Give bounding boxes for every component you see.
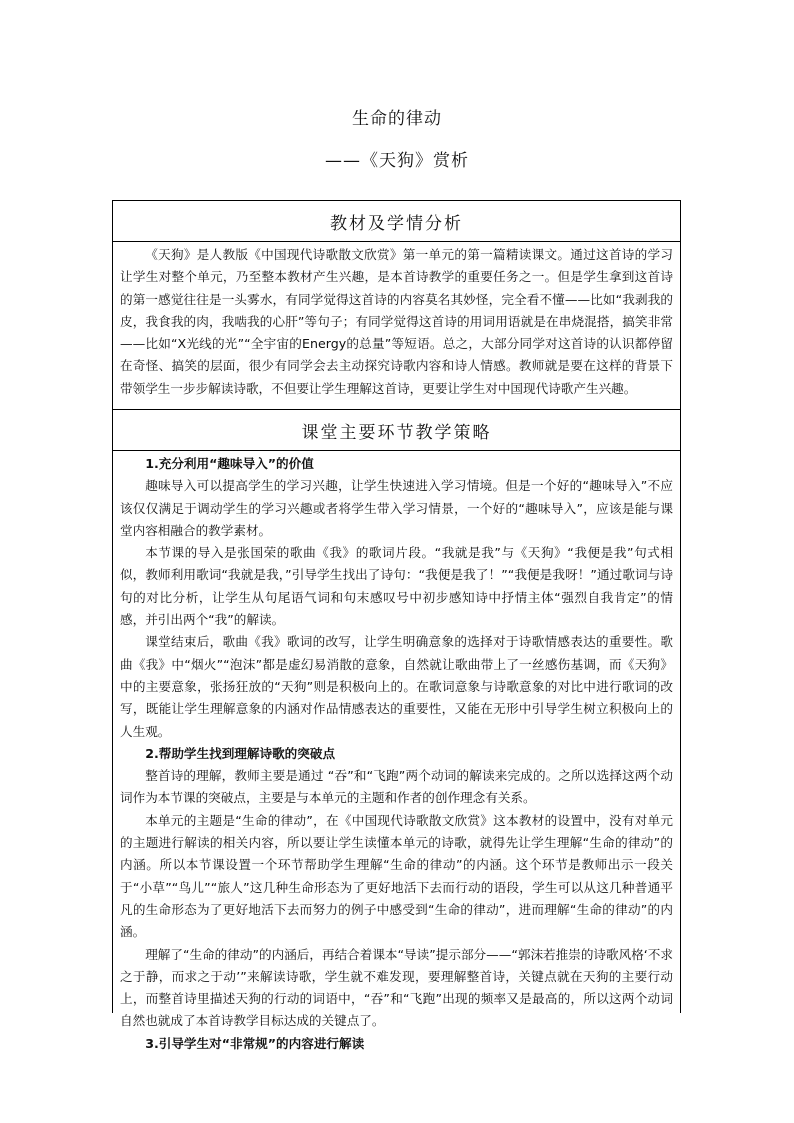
section-header-analysis: 教材及学情分析 xyxy=(113,201,680,242)
strategy-paragraph: 趣味导入可以提高学生的学习兴趣，让学生快速进入学习情境。但是一个好的“趣味导入”不应该仅仅满足于调动学生的学习兴趣或者将学生带入学习情景，一个好的“趣味导入”，应该是能与课堂内容相融合的教学素材。 xyxy=(120,478,673,538)
strategy-paragraph: 本节课的导入是张国荣的歌曲《我》的歌词片段。“我就是我”与《天狗》“我便是我”句式相似，教师利用歌词“我就是我，”引导学生找出了诗句：“我便是我了！”“我便是我呀！”通过歌词与诗句的对比分析，让学生从句尾语气词和句末感叹号中初步感知诗中抒情主体“强烈自我肯定”的情感，并引出两个“我”的解读。 xyxy=(120,545,673,628)
page-subtitle: ——《天狗》赏析 xyxy=(325,151,469,171)
section-header-strategy: 课堂主要环节教学策略 xyxy=(113,410,680,451)
strategy-cell xyxy=(113,451,680,1055)
page-title: 生命的律动 xyxy=(352,109,442,129)
analysis-paragraph: 《天狗》是人教版《中国现代诗歌散文欣赏》第一单元的第一篇精读课文。通过这首诗的学习让学生对整个单元，乃至整本教材产生兴趣，是本首诗教学的重要任务之一。但是学生拿到这首诗的第一感觉往往是一头雾水，有同学觉得这首诗的内容莫名其妙怪，完全看不懂——比如“我剥我的皮，我食我的肉，我啮我的心肝”等句子；有同学觉得这首诗的用词用语就是在串烧混搭，搞笑非常——比如“X光线的光”“全宇宙的Energy的总量”等短语。总之，大部分同学对这首诗的认识都停留在奇怪、搞笑的层面，很少有同学会去主动探究诗歌内容和诗人情感。教师就是要在这样的背景下带领学生一步步解读诗歌，不但要让学生理解这首诗，更要让学生对中国现代诗歌产生兴趣。 xyxy=(120,247,673,396)
strategy-paragraph: 课堂结束后，歌曲《我》歌词的改写，让学生明确意象的选择对于诗歌情感表达的重要性。歌曲《我》中“烟火”“泡沫”都是虚幻易消散的意象，自然就让歌曲带上了一丝感伤基调，而《天狗》中的主要意象，张扬狂放的“天狗”则是积极向上的。在歌词意象与诗歌意象的对比中进行歌词的改写，既能让学生理解意象的内涵对作品情感表达的重要性，又能在无形中引导学生树立积极向上的人生观。 xyxy=(120,634,673,739)
strategy-paragraph: 整首诗的理解，教师主要是通过 “吞”和“飞跑”两个动词的解读来完成的。之所以选择这两个动词作为本节课的突破点，主要是与本单元的主题和作者的创作理念有关系。 xyxy=(120,768,673,806)
content-table xyxy=(112,200,681,1051)
strategy-heading-2: 2.帮助学生找到理解诗歌的突破点 xyxy=(145,745,336,761)
strategy-heading-3: 3.引导学生对“非常规”的内容进行解读 xyxy=(145,1035,365,1051)
strategy-heading-1: 1.充分利用“趣味导入”的价值 xyxy=(145,456,314,471)
analysis-cell xyxy=(113,242,680,410)
strategy-paragraph: 本单元的主题是“生命的律动”，在《中国现代诗歌散文欣赏》这本教材的设置中，没有对单元的主题进行解读的相关内容，所以要让学生读懂本单元的诗歌，就得先让学生理解“生命的律动”的内涵。所以本节课设置一个环节帮助学生理解“生命的律动”的内涵。这个环节是教师出示一段关于“小草”“鸟儿”“旅人”这几种生命形态为了更好地活下去而行动的语段，学生可以从这几种普通平凡的生命形态为了更好地活下去而努力的例子中感受到“生命的律动”，进而理解“生命的律动”的内涵。 xyxy=(120,812,673,940)
strategy-paragraph: 理解了“生命的律动”的内涵后，再结合着课本“导读”提示部分——“郭沫若推崇的诗歌风格‘不求之于静，而求之于动’”来解读诗歌，学生就不难发现，要理解整首诗，关键点就在天狗的主要行动上，而整首诗里描述天狗的行动的词语中，“吞”和“飞跑”出现的频率又是最高的，所以这两个动词自然也就成了本首诗教学目标达成的关键点了。 xyxy=(120,946,673,1029)
